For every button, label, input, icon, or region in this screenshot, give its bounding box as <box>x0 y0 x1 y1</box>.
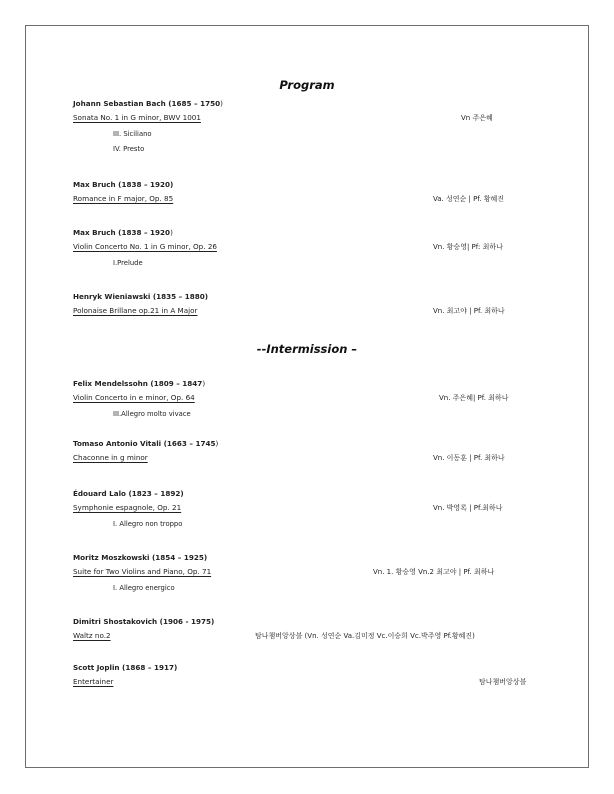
program-entry <box>73 292 543 320</box>
performers: Vn. 황승영| Pf: 최하나 <box>433 243 503 251</box>
work-title: Symphonie espagnole, Op. 21 <box>73 503 182 512</box>
program-entry <box>73 180 543 208</box>
composer-name-text: Dimitri Shostakovich (1906 - 1975) <box>73 617 215 626</box>
work-title: Chaconne in g minor <box>73 453 148 462</box>
composer-name-tail: ) <box>202 379 206 388</box>
movement: I. Allegro non troppo <box>113 520 183 528</box>
composer-name-tail: ) <box>215 439 219 448</box>
performers: Vn. 최고야 | Pf. 최하나 <box>433 307 505 315</box>
work-row <box>73 499 543 517</box>
composer-name <box>73 228 543 238</box>
composer-name <box>73 489 543 499</box>
composer-name <box>73 379 543 389</box>
program-page <box>25 25 589 768</box>
composer-name <box>73 439 543 449</box>
performers: Vn. 1. 황승영 Vn.2 최고야 | Pf. 최하나 <box>373 568 495 576</box>
performers: Va. 성연순 | Pf. 황혜진 <box>433 195 504 203</box>
performers: Vn 주은혜 <box>461 114 493 122</box>
work-row <box>73 449 543 467</box>
composer-name <box>73 99 543 109</box>
program-entry <box>73 663 543 691</box>
program-entry <box>73 553 543 596</box>
work-row <box>73 389 543 407</box>
composer-name-text: Max Bruch (1838 – 1920 <box>73 228 171 237</box>
composer-name-text: Moritz Moszkowski (1854 – 1925) <box>73 553 208 562</box>
composer-name-text: Max Bruch (1838 – 1920) <box>73 180 174 189</box>
composer-name-text: Felix Mendelssohn (1809 – 1847 <box>73 379 203 388</box>
program-entry <box>73 489 543 532</box>
movement: I. Allegro energico <box>113 584 175 592</box>
composer-name <box>73 292 543 302</box>
composer-name-text: Tomaso Antonio Vitali (1663 – 1745 <box>73 439 216 448</box>
work-row <box>73 109 543 127</box>
work-title: Romance in F major, Op. 85 <box>73 194 174 203</box>
composer-name-text: Henryk Wieniawski (1835 – 1880) <box>73 292 209 301</box>
work-title: Entertainer <box>73 677 114 686</box>
composer-name <box>73 180 543 190</box>
work-row <box>73 302 543 320</box>
composer-name-tail: ) <box>220 99 223 108</box>
work-title: Suite for Two Violins and Piano, Op. 71 <box>73 567 212 576</box>
movement: I.Prelude <box>113 259 143 267</box>
work-row <box>73 563 543 581</box>
performers: Vn. 이동훈 | Pf. 최하나 <box>433 454 505 462</box>
program-entry <box>73 439 543 467</box>
performers: 탐나챔버앙상블 <box>479 678 527 686</box>
composer-name <box>73 553 543 563</box>
intermission-title: --Intermission – <box>256 342 358 356</box>
program-title: Program <box>279 78 335 92</box>
work-row <box>73 190 543 208</box>
work-row <box>73 673 543 691</box>
performers: Vn. 박영록 | Pf.최하나 <box>433 504 503 512</box>
composer-name-text: Scott Joplin (1868 – 1917) <box>73 663 178 672</box>
movement: III. Siciliano <box>113 130 152 138</box>
composer-name-text: Édouard Lalo (1823 – 1892) <box>73 489 184 498</box>
work-title: Polonaise Brillane op.21 in A Major <box>73 306 198 315</box>
program-entry <box>73 617 543 645</box>
work-title: Violin Concerto in e minor, Op. 64 <box>73 393 195 402</box>
work-title: Waltz no.2 <box>73 631 111 640</box>
work-title: Sonata No. 1 in G minor, BWV 1001 <box>73 113 201 122</box>
composer-name-text: Johann Sebastian Bach (1685 – 1750 <box>73 99 221 108</box>
movement: III.Allegro molto vivace <box>113 410 191 418</box>
work-row <box>73 627 543 645</box>
program-entry <box>73 379 543 422</box>
composer-name-tail: ) <box>170 228 173 237</box>
movement: IV. Presto <box>113 145 145 153</box>
work-title: Violin Concerto No. 1 in G minor, Op. 26 <box>73 242 217 251</box>
performers: Vn. 주은혜| Pf. 최하나 <box>439 394 509 402</box>
program-entry <box>73 99 543 157</box>
performers: 탐나챔버앙상블 (Vn. 성연순 Va.김미정 Vc.이승희 Vc.박주영 Pf.황혜진) <box>255 632 475 640</box>
work-row <box>73 238 543 256</box>
program-entry <box>73 228 543 271</box>
composer-name <box>73 663 543 673</box>
composer-name <box>73 617 543 627</box>
